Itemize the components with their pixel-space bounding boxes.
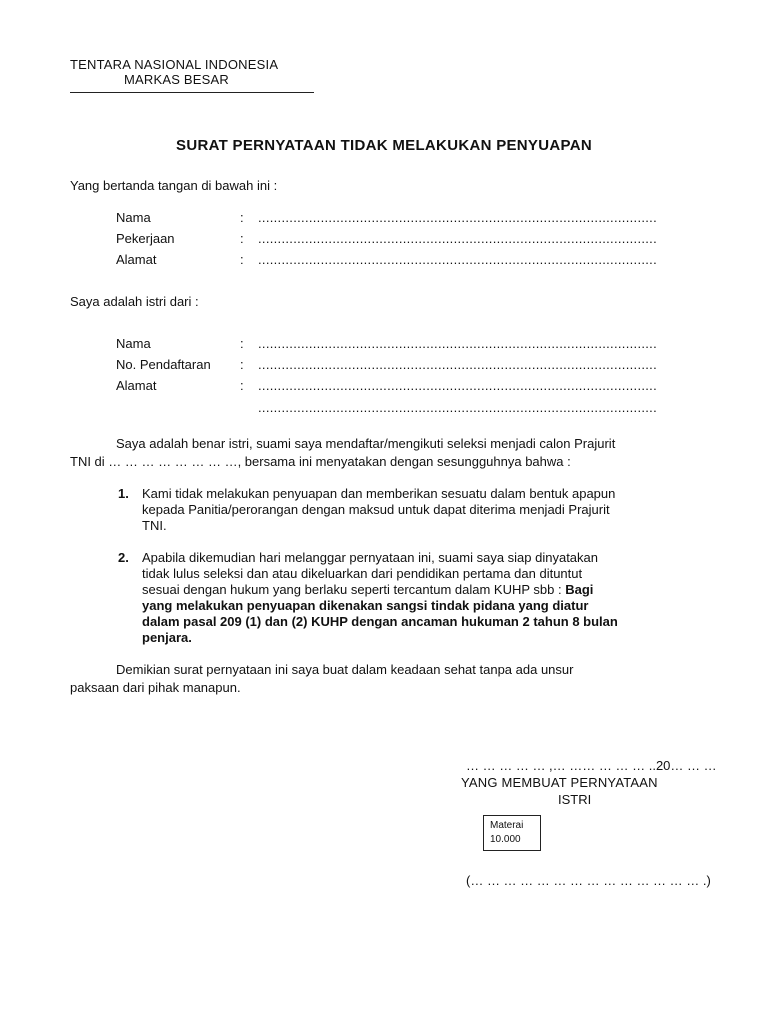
point-2-line-5: dalam pasal 209 (1) dan (2) KUHP dengan ancaman hukuman 2 tahun 8 bulan [142,614,618,629]
husband-field-no-pendaftaran [116,357,686,375]
header-underline [70,92,314,93]
point-number-1: 1. [118,486,129,501]
signer-sub-role: ISTRI [558,792,592,807]
field-colon: : [240,210,244,225]
point-2-line-2: tidak lulus seleksi dan atau dikeluarkan dari pendidikan pertama dan dituntut [142,566,583,581]
field-blank: ...................................................................................................... [258,336,658,351]
signer-field-alamat [116,252,686,270]
signature-name-blank: (… … … … … … … … … … … … … … .) [466,873,711,888]
point-2-line-3 [142,582,593,597]
point-2-line-6: penjara. [142,630,192,645]
point-1-line-2: kepada Panitia/perorangan dengan maksud untuk dapat diterima menjadi Prajurit [142,502,610,517]
materai-value: 10.000 [490,834,521,845]
field-label: Alamat [116,252,157,267]
field-colon: : [240,231,244,246]
husband-field-alamat [116,378,686,396]
intro-text: Yang bertanda tangan di bawah ini : [70,178,278,193]
field-blank: ...................................................................................................... [258,210,658,225]
field-blank: ...................................................................................................... [258,400,658,415]
field-blank: ...................................................................................................... [258,231,658,246]
field-blank: ...................................................................................................... [258,252,658,267]
wife-intro-text: Saya adalah istri dari : [70,294,199,309]
husband-field-alamat-continued [116,400,686,418]
closing-line-1: Demikian surat pernyataan ini saya buat dalam keadaan sehat tanpa ada unsur [116,662,574,677]
signer-field-pekerjaan [116,231,686,249]
statement-line-2: TNI di … … … … … … … …, bersama ini menyatakan dengan sesungguhnya bahwa : [70,454,571,469]
field-colon: : [240,336,244,351]
document-title: SURAT PERNYATAAN TIDAK MELAKUKAN PENYUAPAN [176,137,592,154]
point-1-line-1: Kami tidak melakukan penyuapan dan memberikan sesuatu dalam bentuk apapun [142,486,616,501]
materai-stamp-box [483,815,541,851]
field-colon: : [240,378,244,393]
field-label: No. Pendaftaran [116,357,211,372]
point-2-line-3-bold: Bagi [565,582,594,597]
point-number-2: 2. [118,550,129,565]
materai-label: Materai [490,820,524,831]
field-label: Nama [116,336,151,351]
statement-line-1: Saya adalah benar istri, suami saya mendaftar/mengikuti seleksi menjadi calon Prajurit [116,436,616,451]
point-1-line-3: TNI. [142,518,167,533]
org-name-line2: MARKAS BESAR [124,72,229,87]
field-colon: : [240,357,244,372]
closing-line-2: paksaan dari pihak manapun. [70,680,241,695]
husband-field-nama [116,336,686,354]
field-label: Alamat [116,378,157,393]
signer-role: YANG MEMBUAT PERNYATAAN [461,775,658,790]
point-2-line-3-normal: sesuai dengan hukum yang berlaku seperti tercantum dalam KUHP sbb : [142,582,562,597]
place-date-blank: … … … … … ,… …… … … … ..20… … … [466,758,717,773]
signer-field-nama [116,210,686,228]
field-blank: ...................................................................................................... [258,357,658,372]
org-name-line1: TENTARA NASIONAL INDONESIA [70,57,279,72]
field-blank: ...................................................................................................... [258,378,658,393]
point-2-line-4: yang melakukan penyuapan dikenakan sangsi tindak pidana yang diatur [142,598,589,613]
field-label: Nama [116,210,151,225]
point-2-line-1: Apabila dikemudian hari melanggar pernyataan ini, suami saya siap dinyatakan [142,550,598,565]
field-colon: : [240,252,244,267]
field-label: Pekerjaan [116,231,175,246]
